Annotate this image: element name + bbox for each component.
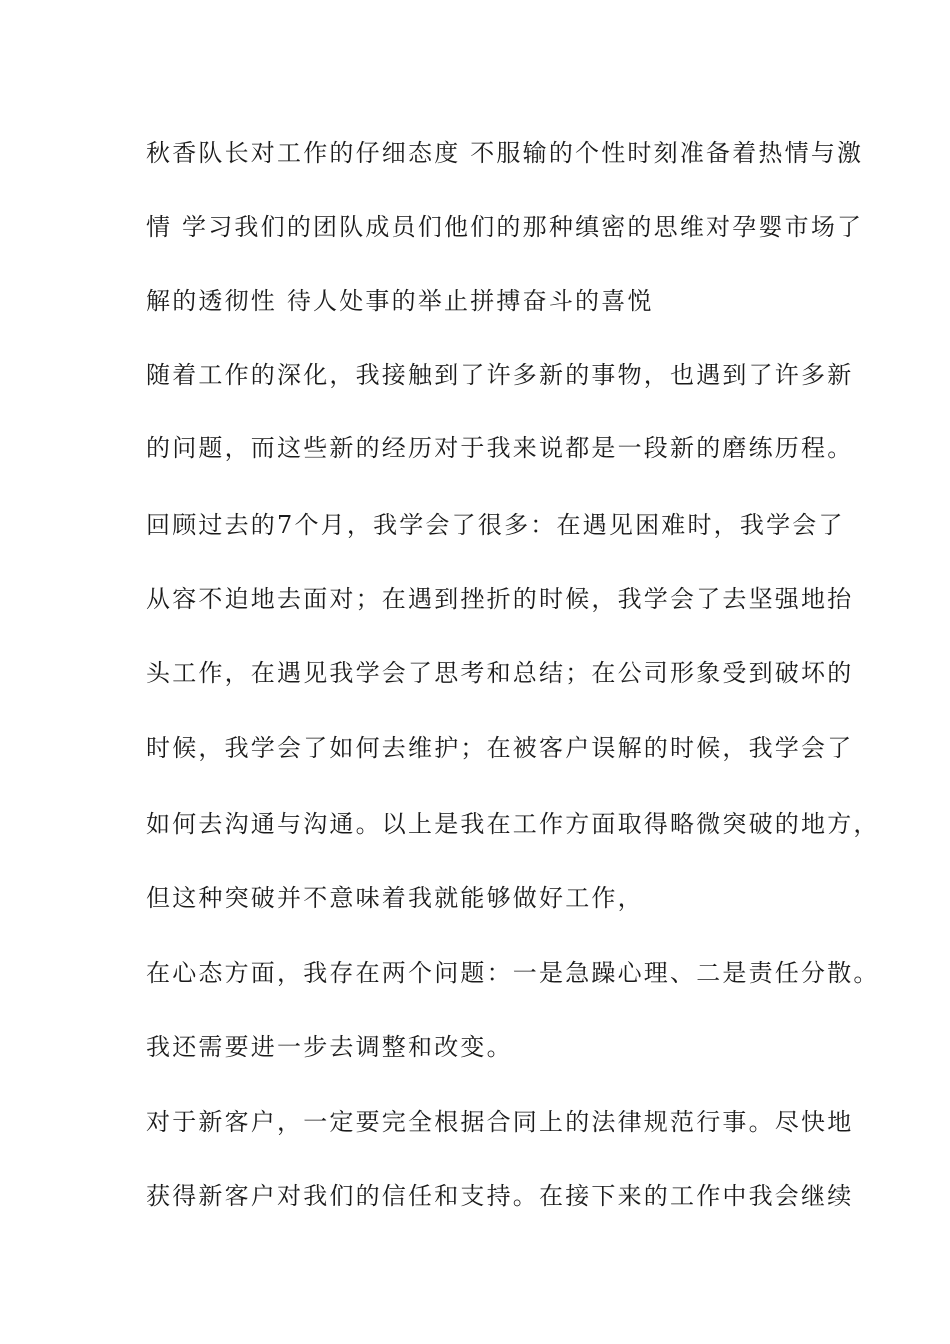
text-line: 随着工作的深化，我接触到了许多新的事物，也遇到了许多新 bbox=[146, 361, 854, 389]
text-line: 但这种突破并不意味着我就能够做好工作， bbox=[146, 884, 644, 912]
text-line: 回顾过去的7个月，我学会了很多：在遇见困难时，我学会了 bbox=[146, 511, 845, 539]
text-line: 时候，我学会了如何去维护；在被客户误解的时候，我学会了 bbox=[146, 734, 854, 762]
text-line: 我还需要进一步去调整和改变。 bbox=[146, 1033, 513, 1061]
text-line: 秋香队长对工作的仔细态度 不服输的个性时刻准备着热情与激 bbox=[146, 139, 864, 167]
text-line: 头工作，在遇见我学会了思考和总结；在公司形象受到破坏的 bbox=[146, 659, 854, 687]
text-line: 情 学习我们的团队成员们他们的那种缜密的思维对孕婴市场了 bbox=[146, 213, 864, 241]
text-line: 在心态方面，我存在两个问题：一是急躁心理、二是责任分散。 bbox=[146, 959, 880, 987]
text-line: 获得新客户对我们的信任和支持。在接下来的工作中我会继续 bbox=[146, 1182, 854, 1210]
text-line: 的问题，而这些新的经历对于我来说都是一段新的磨练历程。 bbox=[146, 434, 854, 462]
text-line: 从容不迫地去面对；在遇到挫折的时候，我学会了去坚强地抬 bbox=[146, 585, 854, 613]
text-line: 如何去沟通与沟通。以上是我在工作方面取得略微突破的地方， bbox=[146, 810, 880, 838]
text-line: 解的透彻性 待人处事的举止拼搏奋斗的喜悦 bbox=[146, 287, 654, 315]
text-line: 对于新客户，一定要完全根据合同上的法律规范行事。尽快地 bbox=[146, 1108, 854, 1136]
